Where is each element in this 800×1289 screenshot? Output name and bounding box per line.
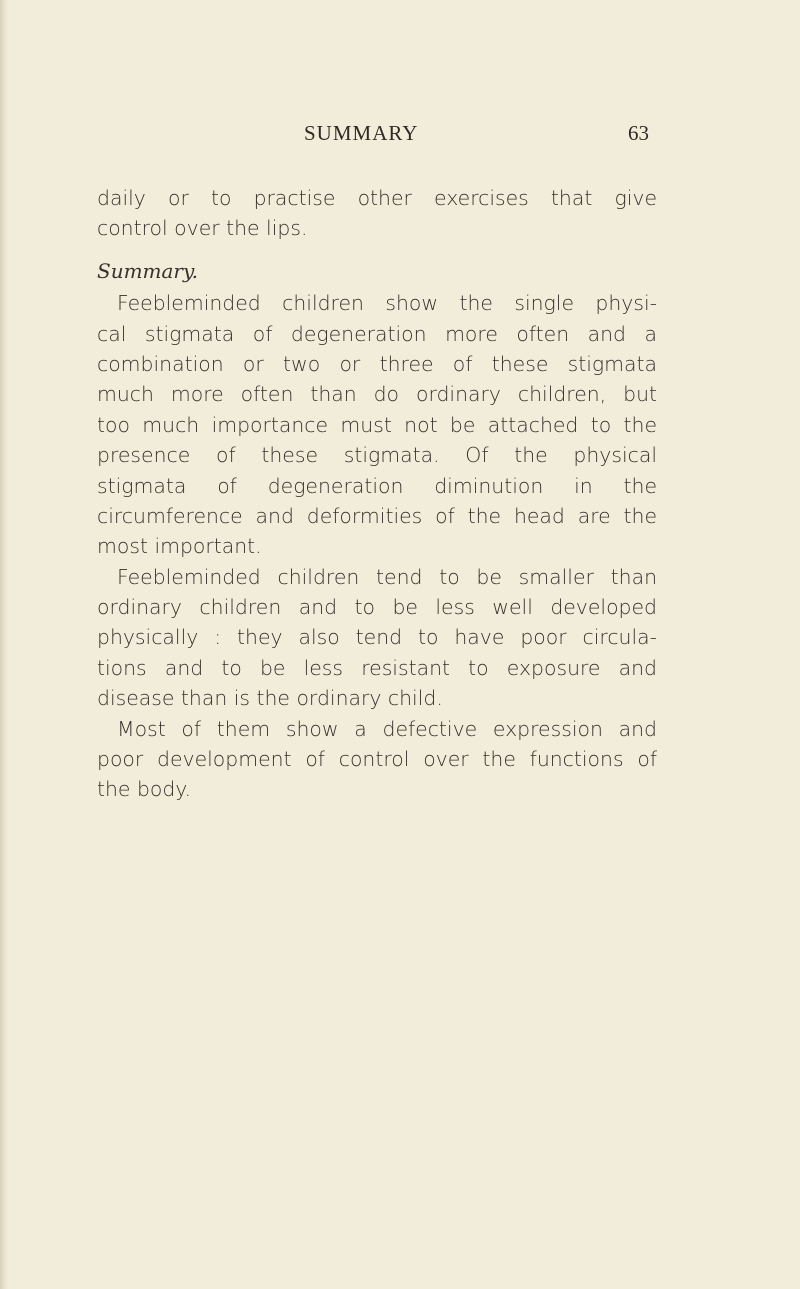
text-line: Feebleminded children show the single physi- xyxy=(117,291,657,316)
text-line: daily or to practise other exercises that give xyxy=(97,186,657,210)
section-heading: Summary. xyxy=(97,258,198,283)
text-line: Most of them show a defective expression and xyxy=(117,716,657,741)
body-text xyxy=(97,183,657,805)
text-line: poor development of control over the functions of xyxy=(97,747,657,772)
text-line: ordinary children and to be less well developed xyxy=(97,595,657,620)
text-line: combination or two or three of these stigmata xyxy=(97,351,657,376)
text-line: the body. xyxy=(97,777,191,802)
page-gutter-shadow xyxy=(0,0,8,1289)
text-line: most important. xyxy=(97,534,262,559)
text-line: control over the lips. xyxy=(97,216,308,241)
text-line: disease than is the ordinary child. xyxy=(97,686,443,711)
page-number: 63 xyxy=(628,121,649,145)
text-line: stigmata of degeneration diminution in the xyxy=(97,473,657,498)
text-line: cal stigmata of degeneration more often and a xyxy=(97,321,657,346)
text-line: presence of these stigmata. Of the physical xyxy=(97,443,657,468)
text-line: circumference and deformities of the head are the xyxy=(97,503,657,528)
text-line: physically : they also tend to have poor circula- xyxy=(97,625,657,650)
text-line: tions and to be less resistant to exposure and xyxy=(97,655,657,680)
running-title: SUMMARY xyxy=(304,121,419,145)
running-header xyxy=(0,121,800,151)
text-line: Feebleminded children tend to be smaller than xyxy=(117,564,657,589)
text-line: too much importance must not be attached to the xyxy=(97,412,657,437)
text-line: much more often than do ordinary children, but xyxy=(97,382,657,407)
